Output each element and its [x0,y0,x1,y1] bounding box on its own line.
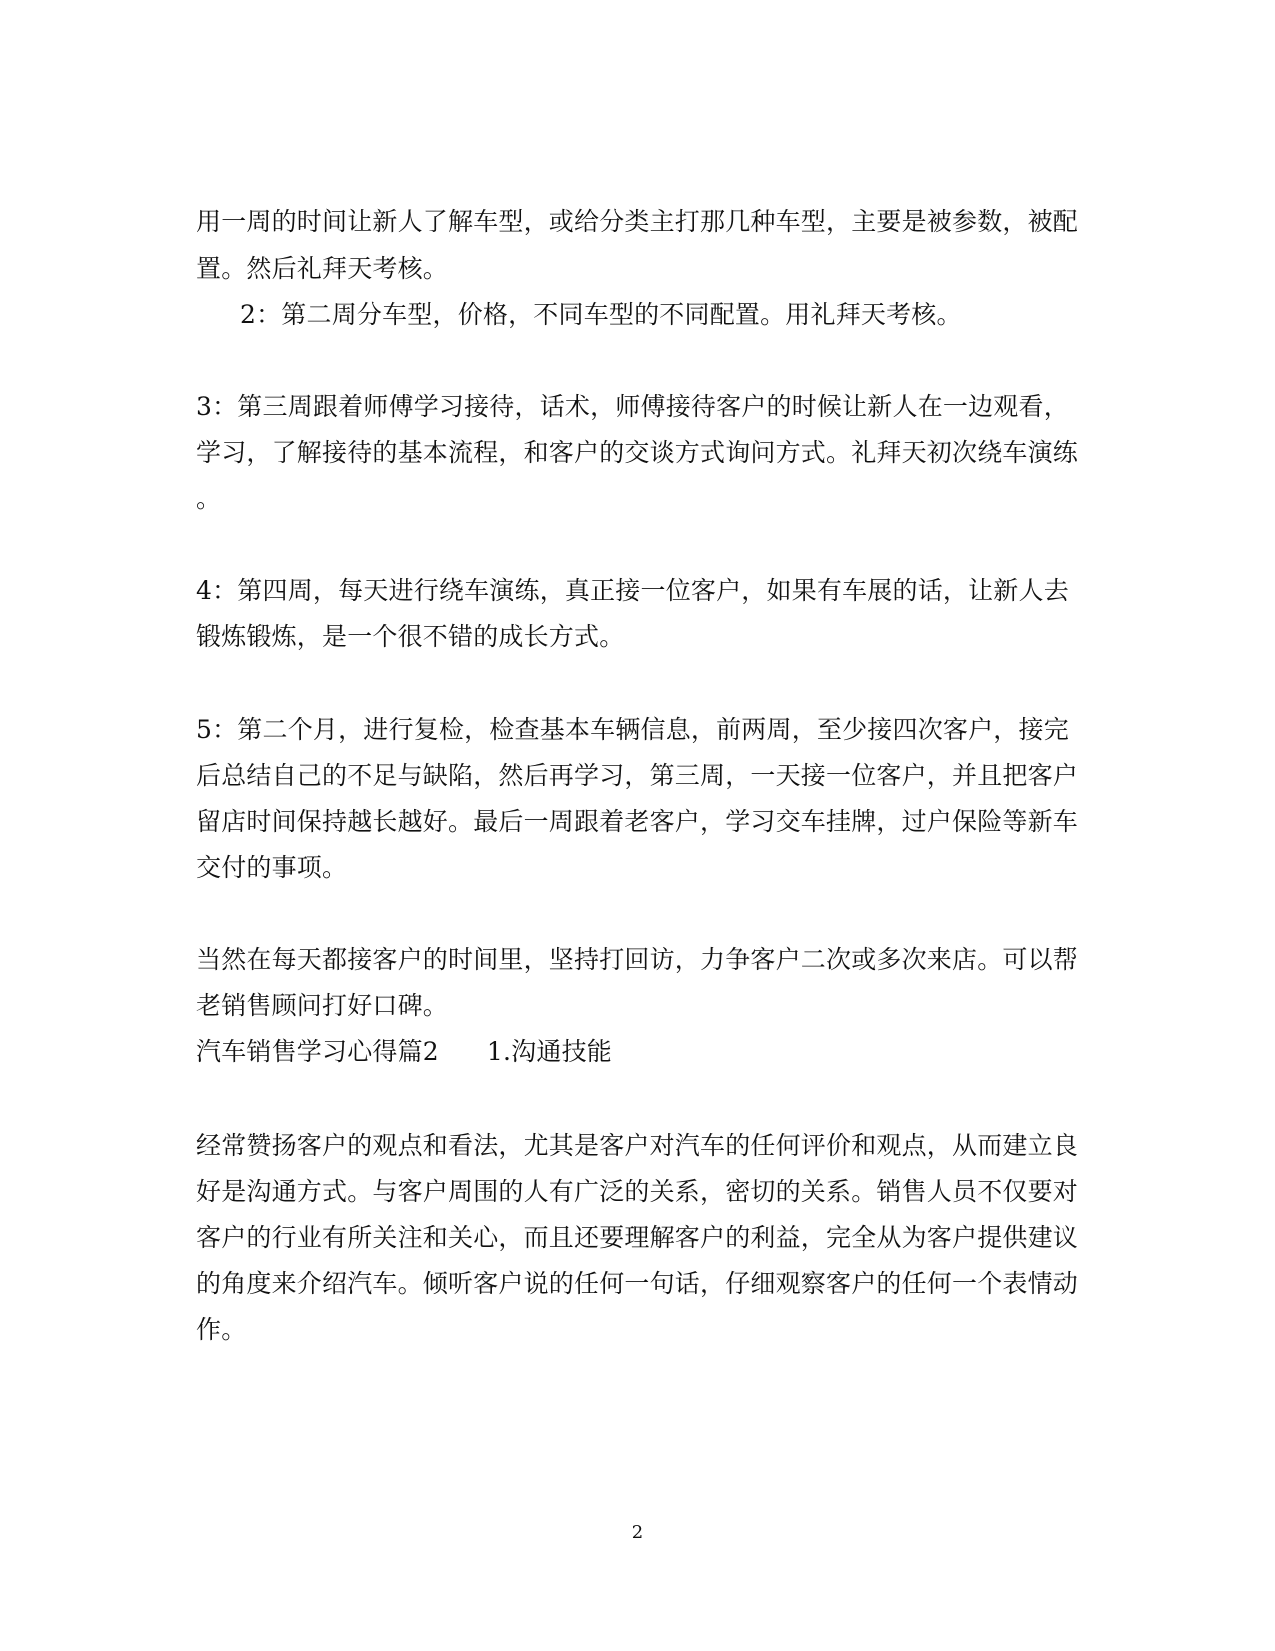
text-line: 客户的行业有所关注和关心，而且还要理解客户的利益，完全从为客户提供建议 [196,1223,1079,1252]
text-line: 锻炼锻炼，是一个很不错的成长方式。 [196,622,625,651]
text-line: 学习，了解接待的基本流程，和客户的交谈方式询问方式。礼拜天初次绕车演练 [196,438,1079,467]
text-line: 置。然后礼拜天考核。 [196,254,449,283]
text-line: 4：第四周，每天进行绕车演练，真正接一位客户，如果有车展的话，让新人去 [196,576,1069,605]
text-line: 老销售顾问打好口碑。 [196,991,449,1020]
text-line: 经常赞扬客户的观点和看法，尤其是客户对汽车的任何评价和观点，从而建立良 [196,1131,1079,1160]
text-line: 5：第二个月，进行复检，检查基本车辆信息，前两周，至少接四次客户，接完 [196,715,1069,744]
section-subtitle: 1.沟通技能 [486,1037,612,1066]
text-line: 好是沟通方式。与客户周围的人有广泛的关系，密切的关系。销售人员不仅要对 [196,1177,1079,1206]
page-number: 2 [631,1522,644,1543]
section-heading [196,1037,1076,1067]
text-line: 作。 [196,1315,247,1344]
text-line: 当然在每天都接客户的时间里，坚持打回访，力争客户二次或多次来店。可以帮 [196,945,1079,974]
text-line: 2：第二周分车型，价格，不同车型的不同配置。用礼拜天考核。 [240,300,962,329]
text-line: 的角度来介绍汽车。倾听客户说的任何一句话，仔细观察客户的任何一个表情动 [196,1269,1079,1298]
text-line: 3：第三周跟着师傅学习接待，话术，师傅接待客户的时候让新人在一边观看， [196,392,1069,421]
text-line: 用一周的时间让新人了解车型，或给分类主打那几种车型，主要是被参数，被配 [196,207,1079,236]
text-line: 留店时间保持越长越好。最后一周跟着老客户，学习交车挂牌，过户保险等新车 [196,807,1079,836]
text-line: 。 [196,484,222,513]
text-line: 交付的事项。 [196,853,348,882]
section-title: 汽车销售学习心得篇2 [196,1037,439,1066]
text-line: 后总结自己的不足与缺陷，然后再学习，第三周，一天接一位客户，并且把客户 [196,761,1079,790]
